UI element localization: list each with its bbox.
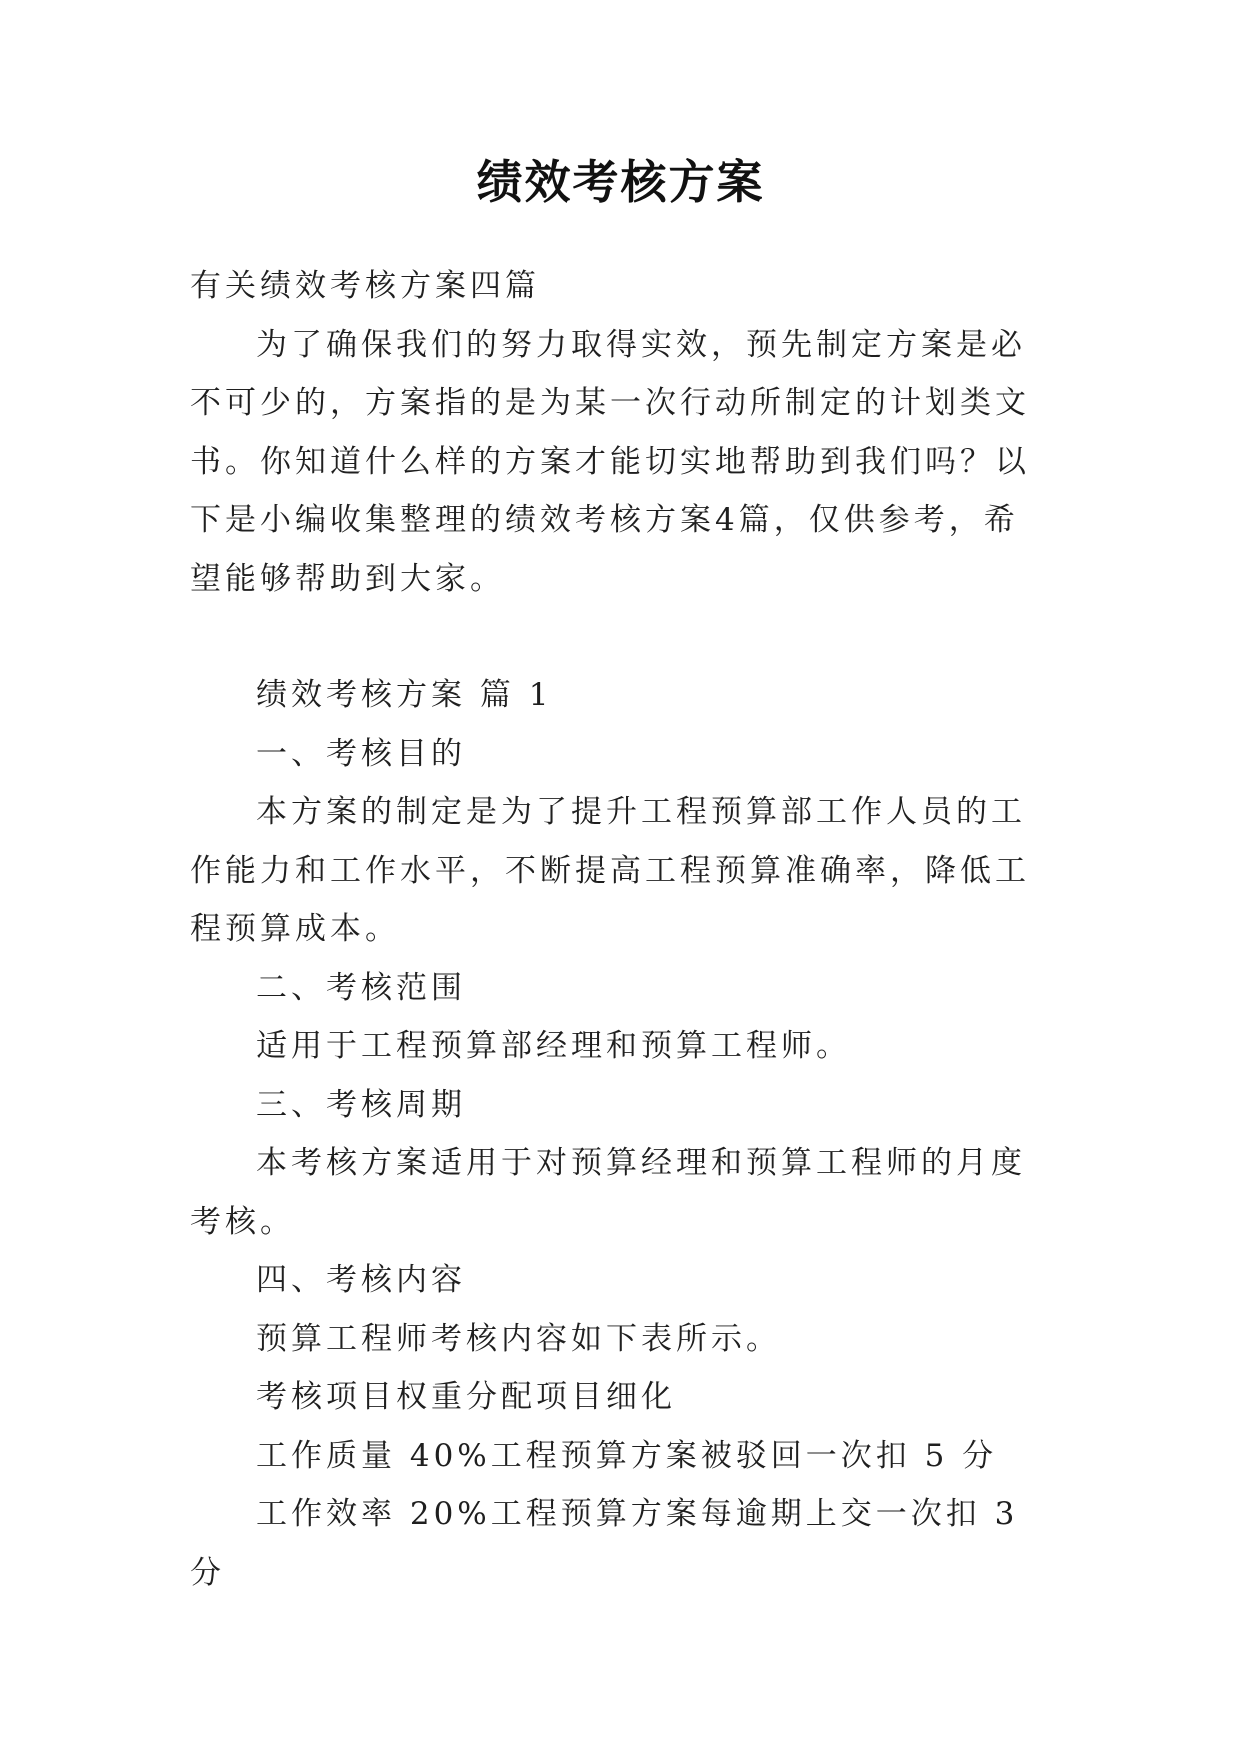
table-row-quality: 工作质量 40%工程预算方案被驳回一次扣 5 分: [256, 1437, 998, 1474]
intro-paragraph: 为了确保我们的努力取得实效，预先制定方案是必不可少的，方案指的是为某一次行动所制定的计划类文书。你知道什么样的方案才能切实地帮助到我们吗？以下是小编收集整理的绩效考核方案4篇，仅供参考，希望能够帮助到大家。: [190, 326, 1030, 597]
section-heading-part1: 绩效考核方案 篇 1: [256, 677, 553, 713]
section-heading-scope: 二、考核范围: [256, 969, 466, 1006]
document-title: 绩效考核方案: [476, 155, 765, 209]
section-heading-content: 四、考核内容: [256, 1262, 466, 1298]
paragraph-scope: 适用于工程预算部经理和预算工程师。: [256, 1028, 851, 1064]
paragraph-content: 预算工程师考核内容如下表所示。: [256, 1320, 781, 1357]
table-row-efficiency: 工作效率 20%工程预算方案每逾期上交一次扣 3 分: [190, 1496, 1019, 1591]
document-subtitle: 有关绩效考核方案四篇: [190, 268, 540, 304]
section-heading-period: 三、考核周期: [256, 1086, 466, 1123]
table-header-line: 考核项目权重分配项目细化: [256, 1379, 676, 1415]
document-body: [190, 257, 1052, 1602]
paragraph-gap: [190, 608, 1052, 666]
paragraph-purpose: 本方案的制定是为了提升工程预算部工作人员的工作能力和工作水平，不断提高工程预算准确率，降低工程预算成本。: [190, 794, 1030, 947]
section-heading-purpose: 一、考核目的: [256, 735, 466, 772]
paragraph-period: 本考核方案适用于对预算经理和预算工程师的月度考核。: [190, 1145, 1026, 1240]
